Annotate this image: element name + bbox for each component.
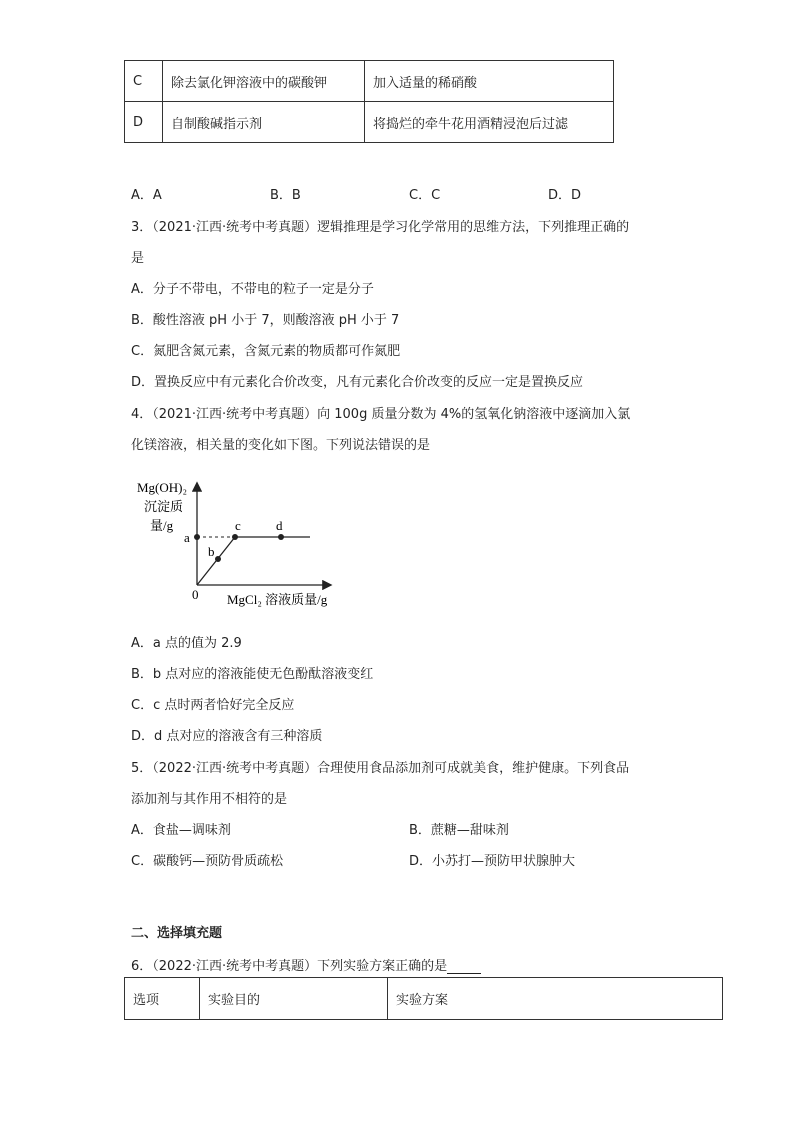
header-cell: 实验方案 [388,978,723,1020]
option-d: D．D [548,188,582,203]
label-a: a [184,530,190,545]
point-a [194,534,200,540]
q4-option-d: D．d 点对应的溶液含有三种溶质 [131,729,323,744]
point-d [278,534,284,540]
q3-option-c: C．氮肥含氮元素，含氮元素的物质都可作氮肥 [131,344,401,359]
q4-option-b: B．b 点对应的溶液能使无色酚酞溶液变红 [131,667,374,682]
q5-stem-line2: 添加剂与其作用不相符的是 [131,792,288,807]
table-cell: D [125,102,163,143]
header-cell: 实验目的 [200,978,388,1020]
q4-stem-line2: 化镁溶液，相关量的变化如下图。下列说法错误的是 [131,438,431,453]
header-cell: 选项 [125,978,200,1020]
options-table-top [124,60,614,143]
q6-stem-text: 6．（2022·江西·统考中考真题）下列实验方案正确的是 [131,959,448,974]
q3-option-d: D．置换反应中有元素化合价改变，凡有元素化合价改变的反应一定是置换反应 [131,375,584,390]
table-cell: 自制酸碱指示剂 [163,102,365,143]
y-label-line3: 量/g [150,518,174,533]
q3-option-b: B．酸性溶液 pH 小于 7，则酸溶液 pH 小于 7 [131,313,400,328]
table-cell: 将捣烂的牵牛花用酒精浸泡后过滤 [365,102,614,143]
origin-label: 0 [192,587,199,602]
x-label: MgCl₂ 溶液质量/g [227,592,328,607]
q3-stem-line2: 是 [131,251,145,266]
label-b: b [208,544,215,559]
q5-option-d: D．小苏打—预防甲状腺肿大 [409,854,576,869]
table-header-row [125,978,723,1020]
q5-stem-line1: 5．（2022·江西·统考中考真题）合理使用食品添加剂可成就美食，维护健康。下列食品 [131,761,630,776]
q5-option-a: A．食盐—调味剂 [131,823,231,838]
q6-stem [131,955,481,974]
point-b [215,556,221,562]
table-cell: 除去氯化钾溶液中的碳酸钾 [163,61,365,102]
point-c [232,534,238,540]
section-title: 二、选择填充题 [131,926,223,941]
label-c: c [235,518,241,533]
option-b: B．B [270,188,301,203]
table-row [125,61,614,102]
q4-stem-line1: 4．（2021·江西·统考中考真题）向 100g 质量分数为 4%的氢氧化钠溶液中逐滴加入氯 [131,407,631,422]
q3-stem-line1: 3．（2021·江西·统考中考真题）逻辑推理是学习化学常用的思维方法，下列推理正确的 [131,220,630,235]
q3-option-a: A．分子不带电，不带电的粒子一定是分子 [131,282,374,297]
q5-option-c: C．碳酸钙—预防骨质疏松 [131,854,284,869]
y-label-line1: Mg(OH)₂ [137,480,188,495]
y-label-line2: 沉淀质 [144,499,184,514]
answer-blank [447,961,481,974]
q4-option-c: C．c 点时两者恰好完全反应 [131,698,295,713]
q5-option-b: B．蔗糖—甜味剂 [409,823,509,838]
table-row [125,102,614,143]
table-cell: C [125,61,163,102]
options-table-bottom [124,977,723,1020]
table-cell: 加入适量的稀硝酸 [365,61,614,102]
label-d: d [276,518,283,533]
precipitate-chart [130,474,350,614]
q4-option-a: A．a 点的值为 2.9 [131,636,242,651]
option-a: A．A [131,188,162,203]
option-c: C．C [409,188,441,203]
